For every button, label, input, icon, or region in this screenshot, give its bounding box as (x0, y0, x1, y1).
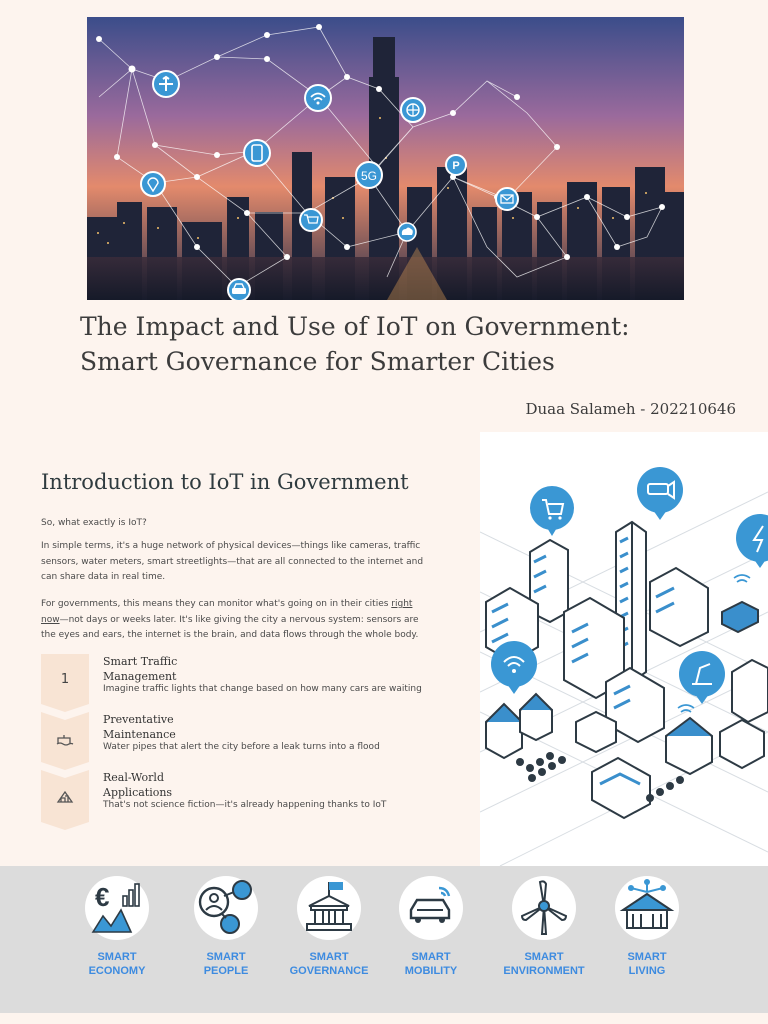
camera-pin-icon (637, 467, 683, 520)
intro-government-paragraph (41, 597, 433, 644)
isometric-city-illustration (480, 432, 768, 866)
economy-icon (85, 876, 149, 940)
step-item (41, 712, 441, 770)
step-description: Water pipes that alert the city before a leak turns into a flood (103, 742, 380, 752)
living-icon (615, 876, 679, 940)
mail-icon (496, 188, 518, 210)
governance-icon (297, 876, 361, 940)
car-icon (228, 279, 250, 300)
location-pin-icon (141, 172, 165, 196)
category-label: SMART PEOPLE (203, 951, 249, 977)
step-description: Imagine traffic lights that change based on how many cars are waiting (103, 684, 422, 694)
5g-badge (356, 162, 382, 188)
airplane-icon (153, 71, 179, 97)
intro-section (0, 432, 768, 866)
p3-text-after: —not days or weeks later. It's like giving the city a nervous system: sensors are the eyes and ears, the internet is the brain, and data flows through the whole body. (41, 614, 419, 640)
right-now-link[interactable]: right now (41, 599, 413, 625)
step-number: 1 (60, 672, 70, 687)
section-heading: Introduction to IoT in Government (41, 470, 409, 494)
mobility-icon (399, 876, 463, 940)
globe-icon (401, 98, 425, 122)
step-item (41, 770, 441, 828)
category-smart-governance (274, 876, 384, 978)
categories-row (0, 866, 768, 1013)
intro-text-panel (0, 432, 480, 866)
step-item (41, 654, 441, 712)
author-line: Duaa Salameh - 202210646 (525, 400, 736, 418)
category-smart-living (592, 876, 702, 978)
parking-icon (446, 155, 466, 175)
category-label: SMART ECONOMY (88, 951, 146, 977)
city-network-illustration (87, 17, 684, 300)
water-pipe-icon (55, 729, 75, 749)
category-smart-environment (489, 876, 599, 978)
steps-list (41, 654, 441, 828)
smart-city-categories-band (0, 866, 768, 1013)
category-label: SMART MOBILITY (404, 951, 458, 977)
page-bottom-margin (0, 1013, 768, 1024)
intro-definition: In simple terms, it's a huge network of physical devices—things like cameras, traffic sensors, water meters, smart streetlights—that are all connected to the internet and can share data in real time. (41, 541, 424, 582)
environment-icon (512, 876, 576, 940)
category-smart-mobility (376, 876, 486, 978)
step-title: Preventative Maintenance (103, 713, 176, 741)
step-title: Real-World Applications (103, 771, 173, 799)
energy-pin-icon (736, 514, 768, 568)
p3-text-before: For governments, this means they can monitor what's going on in their cities (41, 599, 392, 609)
step-description: That's not science fiction—it's already happening thanks to IoT (103, 800, 387, 810)
svg-text:€: € (95, 882, 110, 912)
svg-text:5G: 5G (360, 169, 378, 183)
category-label: SMART GOVERNANCE (289, 951, 369, 977)
hero-image (87, 17, 684, 300)
svg-text:P: P (452, 160, 460, 172)
category-smart-economy (62, 876, 172, 978)
title-line-1: The Impact and Use of IoT on Government: (80, 312, 630, 341)
smartphone-icon (244, 140, 270, 166)
intro-question: So, what exactly is IoT? (41, 518, 147, 528)
title-line-2: Smart Governance for Smarter Cities (80, 347, 555, 376)
category-label: SMART ENVIRONMENT (503, 951, 585, 977)
blocks-icon (55, 787, 75, 807)
cloud-icon (398, 223, 416, 241)
document-title (80, 309, 730, 379)
wifi-pin-icon (491, 641, 537, 694)
step-title: Smart Traffic Management (103, 655, 178, 683)
shopping-cart-icon (300, 209, 322, 231)
category-label: SMART LIVING (627, 951, 667, 977)
category-smart-people (171, 876, 281, 978)
cart-pin-icon (530, 486, 574, 536)
people-icon (194, 876, 258, 940)
wifi-icon (305, 85, 331, 111)
